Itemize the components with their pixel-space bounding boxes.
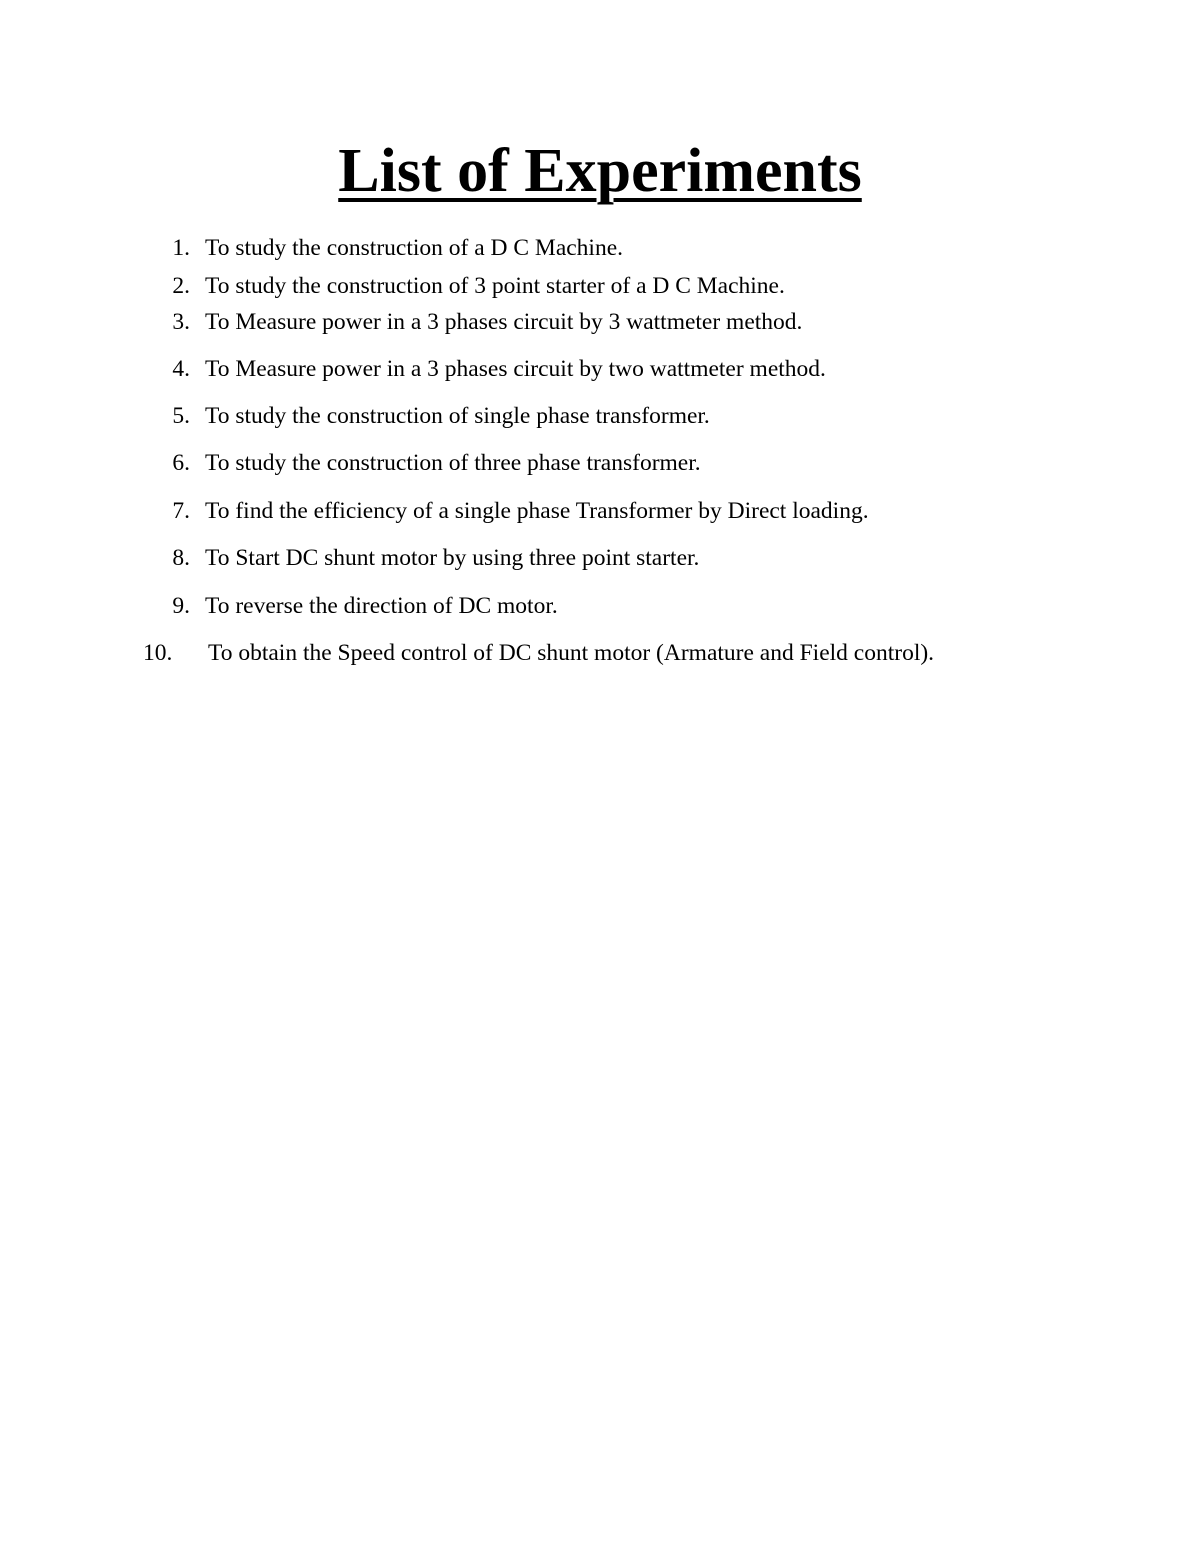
item-number: 10. [143, 640, 173, 666]
item-text: To reverse the direction of DC motor. [205, 593, 558, 619]
item-number: 3. [172, 309, 190, 335]
item-text: To Measure power in a 3 phases circuit by two wattmeter method. [205, 356, 826, 382]
item-number: 5. [172, 403, 190, 429]
item-text: To obtain the Speed control of DC shunt motor (Armature and Field control). [208, 640, 935, 666]
item-text: To study the construction of three phase transformer. [205, 450, 701, 476]
item-text: To study the construction of a D C Machine. [205, 235, 624, 261]
item-number: 6. [172, 450, 190, 476]
item-text: To Measure power in a 3 phases circuit by 3 wattmeter method. [205, 309, 803, 335]
item-text: To study the construction of single phase transformer. [205, 403, 710, 429]
item-number: 9. [172, 593, 190, 619]
item-text: To find the efficiency of a single phase Transformer by Direct loading. [205, 498, 869, 524]
item-number: 7. [172, 498, 190, 524]
page-title-text: List of Experiments [338, 137, 862, 205]
item-number: 8. [172, 545, 190, 571]
item-text: To study the construction of 3 point starter of a D C Machine. [205, 273, 785, 299]
page-title [0, 137, 1200, 205]
item-number: 4. [172, 356, 190, 382]
item-number: 2. [172, 273, 190, 299]
item-text: To Start DC shunt motor by using three point starter. [205, 545, 700, 571]
item-number: 1. [172, 235, 190, 261]
